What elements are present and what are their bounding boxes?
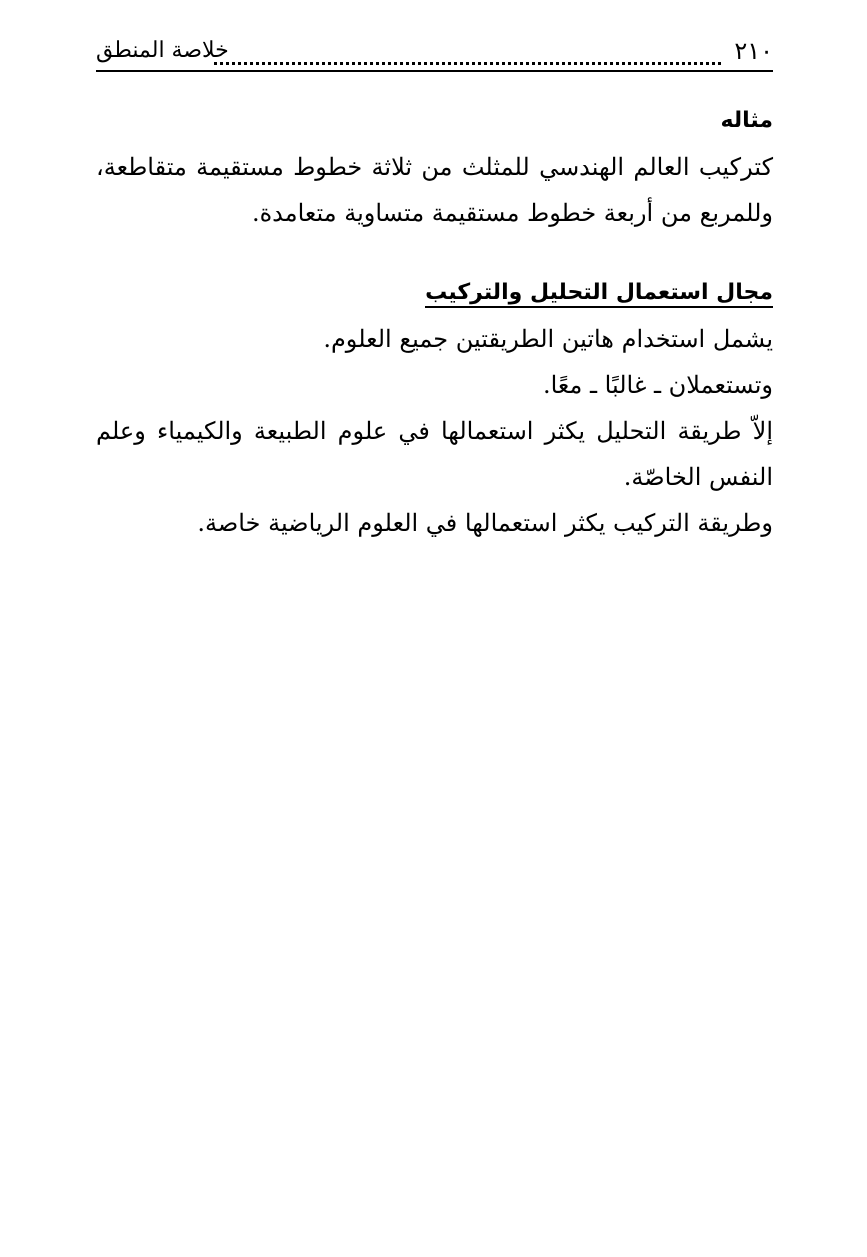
example-section [96,98,773,236]
leader-dots [214,42,721,65]
scope-line-3: إلاّ طريقة التحليل يكثر استعمالها في علوم الطبيعة والكيمياء وعلم النفس الخاصّة. [96,417,773,491]
header-rule [96,70,773,72]
page-content [96,98,773,546]
example-heading: مثاله [720,108,773,133]
scope-heading [96,270,773,316]
book-title: خلاصة المنطق [96,38,229,63]
example-paragraph: كتركيب العالم الهندسي للمثلث من ثلاثة خطوط مستقيمة متقاطعة، وللمربع من أربعة خطوط مستقيمة متساوية متعامدة. [96,153,773,227]
scope-heading-text: مجال استعمال التحليل والتركيب [425,280,773,308]
scope-line-2: وتستعملان ـ غالبًا ـ معًا. [542,371,773,399]
section-spacer [96,236,773,270]
page-number: ٢١٠ [734,37,773,65]
scope-line-1: يشمل استخدام هاتين الطريقتين جميع العلوم. [323,325,773,353]
scope-line-4: وطريقة التركيب يكثر استعمالها في العلوم الرياضية خاصة. [197,509,773,537]
running-header [96,36,773,70]
scope-section [96,270,773,546]
